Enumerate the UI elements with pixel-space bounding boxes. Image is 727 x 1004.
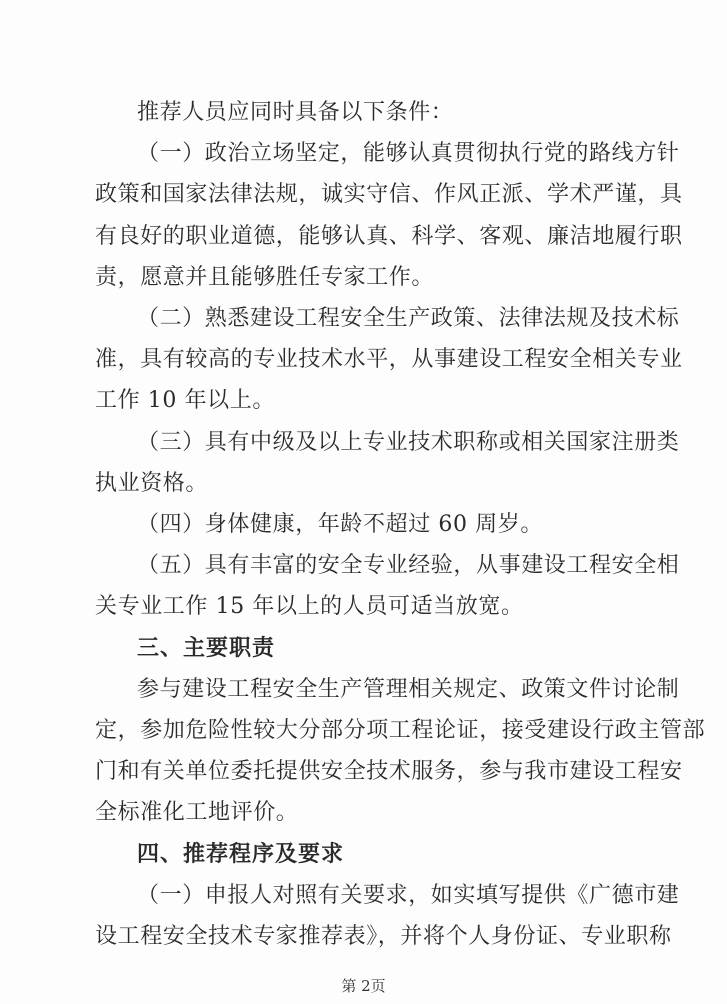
paragraph-line: 全标准化工地评价。 [95, 800, 299, 826]
paragraph-line: （五）具有丰富的安全专业经验，从事建设工程安全相 [137, 553, 680, 579]
paragraph-line: 执业资格。 [95, 470, 209, 496]
section-heading-duties: 三、主要职责 [137, 635, 276, 661]
paragraph-line: （四）身体健康，年龄不超过 60 周岁。 [137, 512, 543, 537]
paragraph-line: 政策和国家法律法规，诚实守信、作风正派、学术严谨，具 [95, 182, 683, 208]
paragraph-line: 有良好的职业道德，能够认真、科学、客观、廉洁地履行职 [95, 223, 683, 249]
paragraph-line: 关专业工作 15 年以上的人员可适当放宽。 [95, 594, 524, 620]
paragraph-line: （一）申报人对照有关要求，如实填写提供《广德市建 [137, 882, 680, 908]
paragraph-line: 准，具有较高的专业技术水平，从事建设工程安全相关专业 [95, 347, 683, 373]
paragraph-line: 工作 10 年以上。 [95, 388, 275, 414]
paragraph-line: 门和有关单位委托提供安全技术服务，参与我市建设工程安 [95, 759, 683, 785]
paragraph-line: 定，参加危险性较大分部分项工程论证，接受建设行政主管部 [95, 718, 706, 743]
paragraph-line: （一）政治立场坚定，能够认真贯彻执行党的路线方针 [137, 141, 680, 167]
section-heading-procedure: 四、推荐程序及要求 [137, 841, 345, 867]
paragraph-line: 参与建设工程安全生产管理相关规定、政策文件讨论制 [137, 676, 680, 702]
paragraph-line: 责，愿意并且能够胜任专家工作。 [95, 264, 435, 290]
paragraph-intro: 推荐人员应同时具备以下条件： [137, 100, 454, 125]
page-number: 第 2页 [341, 977, 386, 995]
paragraph-line: 设工程安全技术专家推荐表》，并将个人身份证、专业职称 [95, 924, 672, 949]
paragraph-line: （三）具有中级及以上专业技术职称或相关国家注册类 [137, 429, 680, 455]
paragraph-line: （二）熟悉建设工程安全生产政策、法律法规及技术标 [137, 306, 680, 331]
